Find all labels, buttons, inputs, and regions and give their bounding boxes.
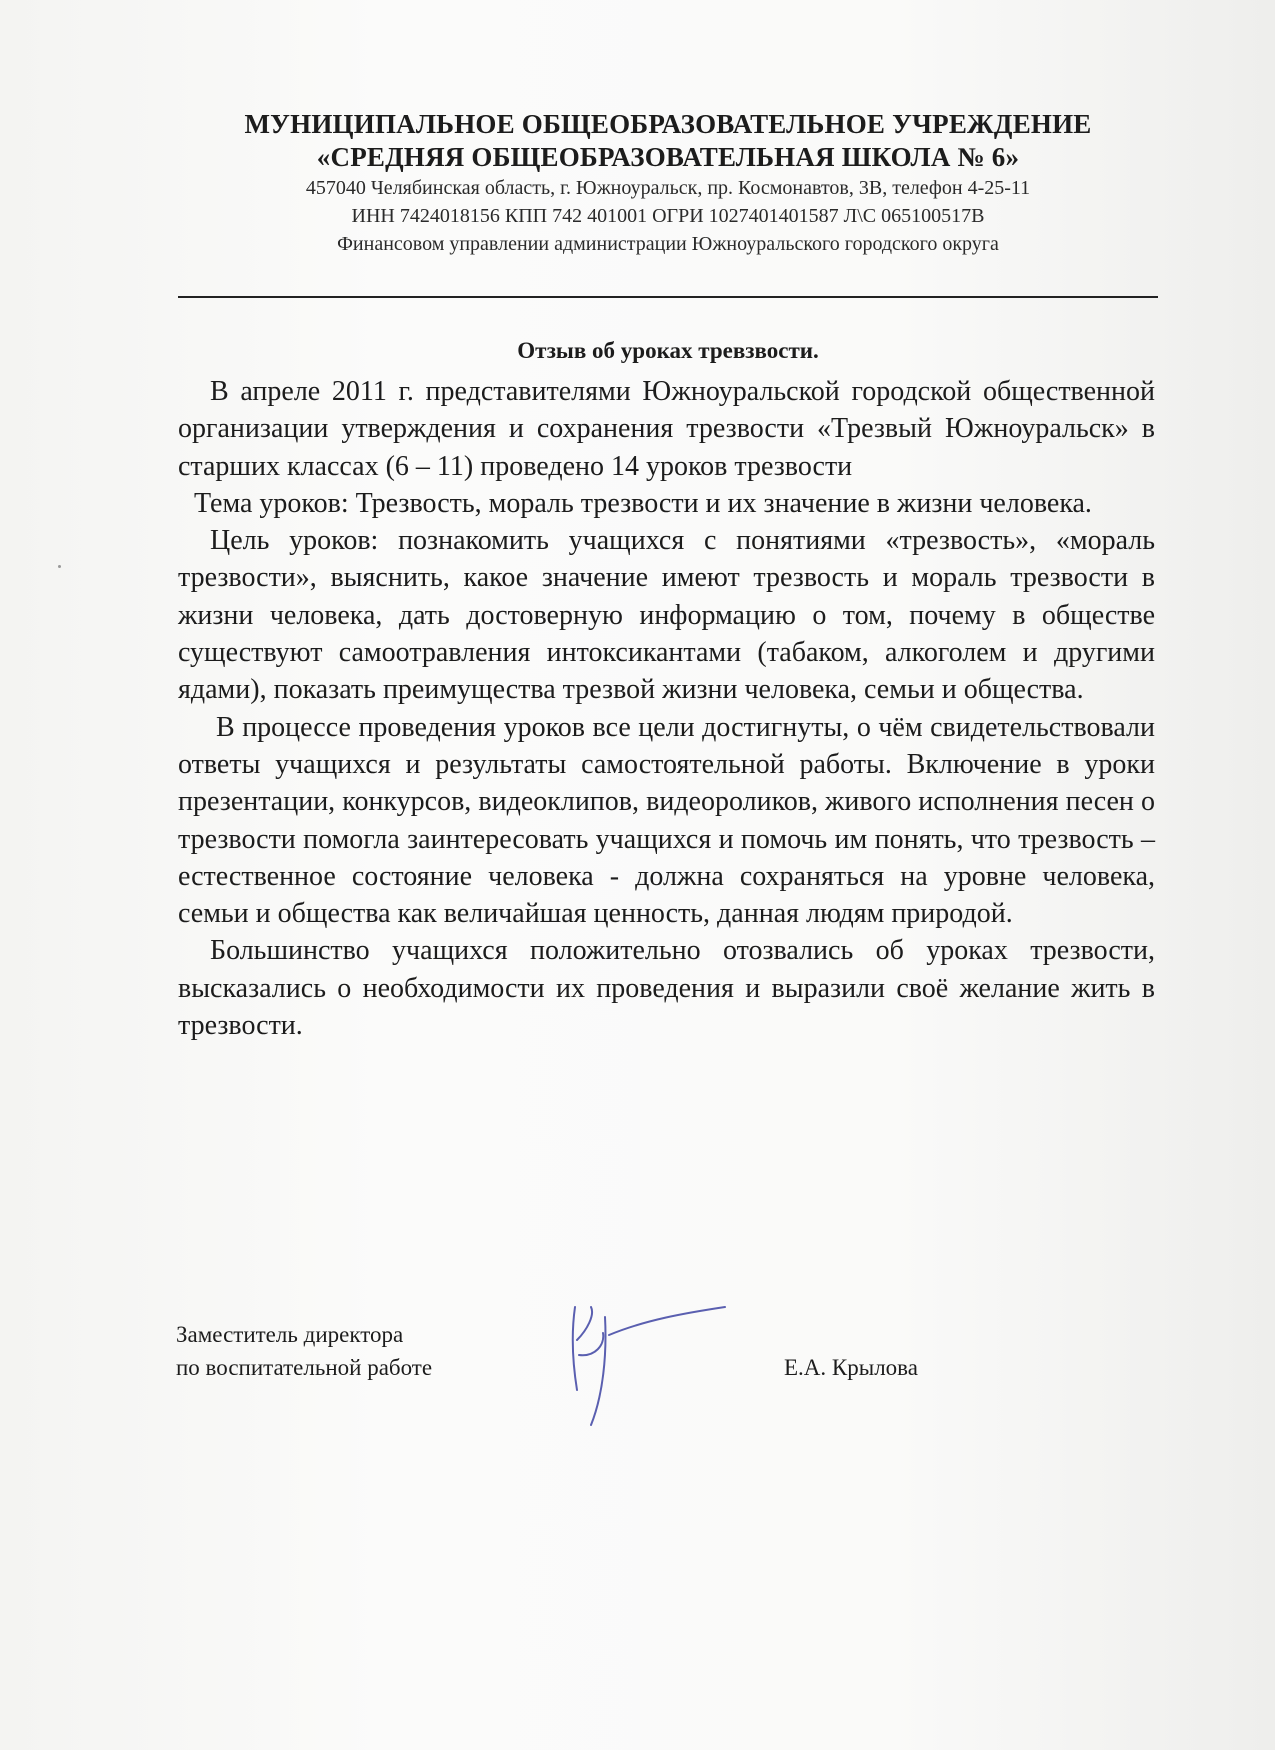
position-line-2: по воспитательной работе	[176, 1355, 433, 1380]
signatory-name: Е.А. Крылова	[784, 1355, 918, 1380]
document-title: Отзыв об уроках тревзвости.	[517, 338, 819, 363]
paragraph-goal: Цель уроков: познакомить учащихся с понятиями «трезвость», «мораль трезвости», выяснить, какое значение имеют трезвость и мораль трезвости в жизни человека, дать достоверную информацию о том, почему в обществе существуют самоотравления интоксикантами (табаком, алкоголем и другими ядами), показать преимущества трезвой жизни человека, семьи и общества.	[178, 525, 1155, 706]
institution-finance-line: Финансовом управлении администрации Южноуральского городского округа	[337, 233, 999, 255]
letterhead	[178, 108, 1158, 258]
institution-name-line1: МУНИЦИПАЛЬНОЕ ОБЩЕОБРАЗОВАТЕЛЬНОЕ УЧРЕЖДЕНИЕ	[244, 109, 1092, 139]
institution-address: 457040 Челябинская область, г. Южноуральск, пр. Космонавтов, 3В, телефон 4-25-11	[305, 177, 1031, 199]
position-line-1: Заместитель директора	[176, 1322, 404, 1347]
handwritten-signature	[565, 1295, 735, 1435]
paragraph-intro: В апреле 2011 г. представителями Южноуральской городской общественной организации утверждения и сохранения трезвости «Трезвый Южноуральск» в старших классах (6 – 11) проведено 14 уроков трезвости	[178, 376, 1155, 482]
paragraph-topic: Тема уроков: Трезвость, мораль трезвости и их значение в жизни человека.	[194, 487, 1092, 519]
header-divider	[178, 296, 1158, 298]
document-body	[178, 373, 1155, 1044]
institution-requisites: ИНН 7424018156 КПП 742 401001 ОГРИ 1027401401587 Л\С 065100517В	[351, 205, 985, 227]
institution-name-line2: «СРЕДНЯЯ ОБЩЕОБРАЗОВАТЕЛЬНАЯ ШКОЛА № 6»	[316, 142, 1020, 172]
signatory-position	[176, 1318, 576, 1384]
scan-speck	[58, 565, 61, 568]
paragraph-process: В процессе проведения уроков все цели достигнуты, о чём свидетельствовали ответы учащихся и результаты самостоятельной работы. Включение в уроки презентации, конкурсов, видеоклипов, видеороликов, живого исполнения песен о трезвости помогла заинтересовать учащихся и помочь им понять, что трезвость – естественное состояние человека - должна сохраняться на уровне человека, семьи и общества как величайшая ценность, данная людям природой.	[178, 711, 1155, 930]
paragraph-conclusion: Большинство учащихся положительно отозвались об уроках трезвости, высказались о необходимости их проведения и выразили своё желание жить в трезвости.	[178, 935, 1155, 1042]
